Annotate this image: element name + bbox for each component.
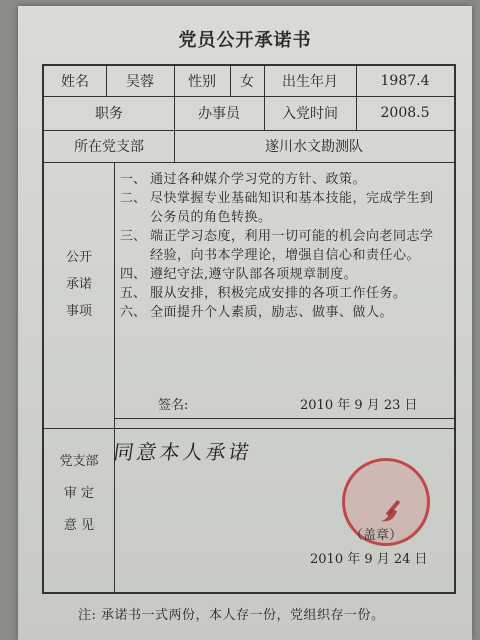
item-number: 五、 (120, 286, 147, 301)
branch-label: 所在党支部 (74, 139, 144, 155)
signature-date: 2010 年 9 月 23 日 (300, 398, 418, 413)
list-item (120, 265, 446, 284)
gender-label: 性别 (188, 74, 216, 90)
item-text: 遵纪守法,遵守队部各项规章制度。 (150, 267, 358, 282)
table-divider (114, 162, 115, 592)
table-divider (44, 162, 454, 163)
commitment-label-line: 承诺 (65, 277, 92, 292)
list-item (120, 303, 446, 322)
item-text: 尽快掌握专业基础知识和基本技能，完成学生到公务员的角色转换。 (150, 191, 434, 225)
join-value: 2008.5 (380, 105, 430, 121)
table-divider (44, 428, 454, 429)
item-number: 一、 (120, 172, 147, 187)
item-number: 三、 (120, 229, 147, 244)
position-value: 办事员 (198, 106, 240, 122)
list-item (120, 284, 446, 303)
item-number: 六、 (120, 305, 147, 320)
seal-label: （盖章） (350, 528, 403, 543)
name-value: 吴蓉 (126, 74, 154, 90)
commitment-label (44, 244, 114, 325)
join-label: 入党时间 (282, 106, 338, 122)
item-text: 服从安排，积极完成安排的各项工作任务。 (150, 286, 407, 301)
signature-label: 签名: (158, 398, 189, 413)
footnote: 注: 承诺书一式两份，本人存一份，党组织存一份。 (78, 608, 385, 623)
commitment-list (120, 170, 446, 322)
review-label (44, 446, 114, 542)
item-number: 四、 (120, 267, 147, 282)
list-item (120, 170, 446, 189)
item-number: 二、 (120, 191, 147, 206)
item-text: 全面提升个人素质，励志、做事、做人。 (150, 305, 394, 320)
review-label-line: 审 定 (63, 486, 95, 501)
birth-value: 1987.4 (380, 73, 430, 89)
birth-label: 出生年月 (282, 74, 338, 90)
name-label: 姓名 (61, 74, 89, 90)
document-page (18, 6, 472, 640)
list-item (120, 227, 446, 265)
list-item (120, 189, 446, 227)
gender-value: 女 (240, 74, 254, 90)
item-text: 通过各种媒介学习党的方针、政策。 (150, 172, 367, 187)
commitment-label-line: 事项 (65, 304, 92, 319)
review-opinion: 同意本人承诺 (112, 440, 254, 464)
table-divider (114, 418, 454, 419)
commitment-label-line: 公开 (65, 250, 92, 265)
branch-value: 遂川水文勘测队 (265, 139, 363, 155)
position-label: 职务 (95, 106, 123, 122)
item-text: 端正学习态度，利用一切可能的机会向老同志学经验，向书本学理论，增强自信心和责任心。 (150, 229, 434, 263)
review-label-line: 党支部 (59, 454, 99, 469)
review-date: 2010 年 9 月 24 日 (310, 552, 428, 567)
review-label-line: 意 见 (63, 518, 95, 533)
page-title: 党员公开承诺书 (178, 30, 312, 51)
